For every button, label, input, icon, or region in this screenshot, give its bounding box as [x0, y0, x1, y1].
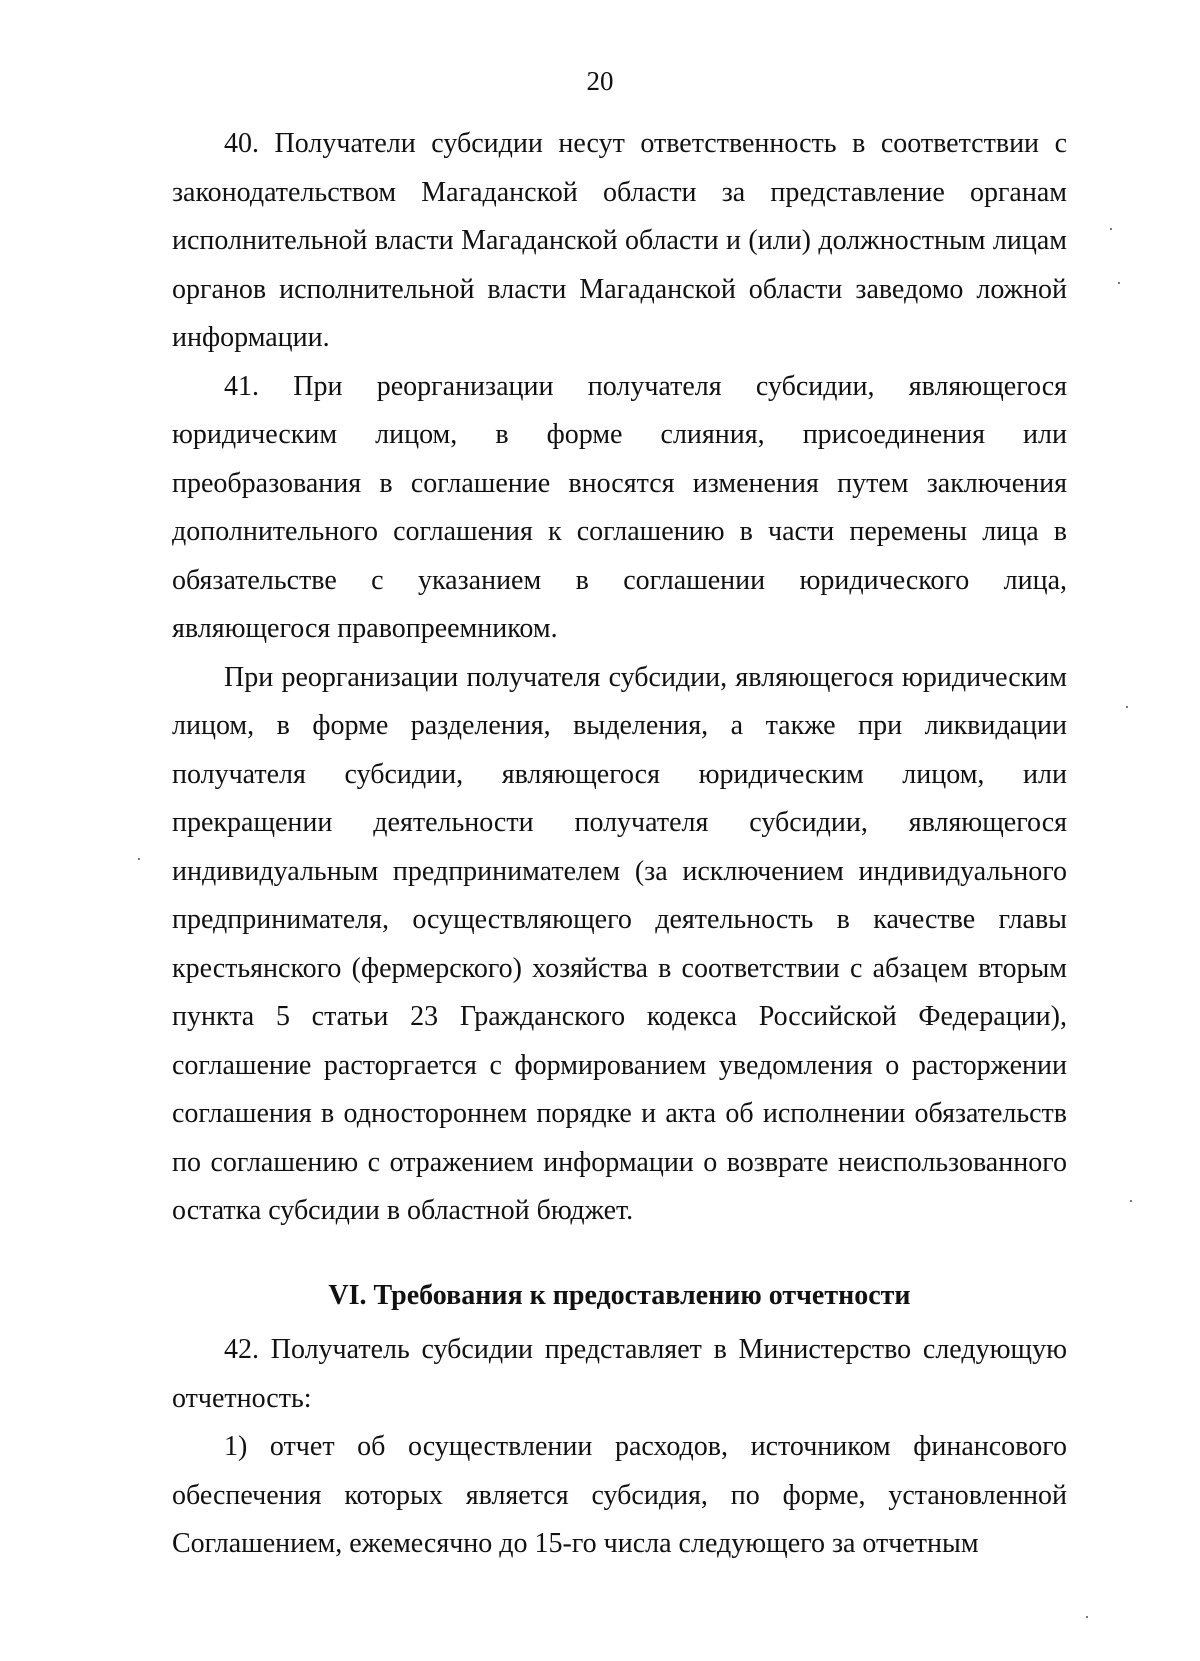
scan-speck	[1130, 1200, 1132, 1202]
scan-speck	[1086, 1616, 1088, 1618]
paragraph-41-continued: При реорганизации получателя субсидии, являющегося юридическим лицом, в форме разделения, выделения, а также при ликвидации получателя субсидии, являющегося юридическим лицом, или прекращении деятельности получателя субсидии, являющегося индивидуальным предпринимателем (за исключением индивидуального предпринимателя, осуществляющего деятельность в качестве главы крестьянского (фермерского) хозяйства в соответствии с абзацем вторым пункта 5 статьи 23 Гражданского кодекса Российской Федерации), соглашение расторгается с формированием уведомления о расторжении соглашения в одностороннем порядке и акта об исполнении обязательств по соглашению с отражением информации о возврате неиспользованного остатка субсидии в областной бюджет.	[172, 661, 1067, 1226]
paragraph-42-item-1: 1) отчет об осуществлении расходов, источником финансового обеспечения которых является субсидия, по форме, установленной Соглашением, ежемесячно до 15-го числа следующего за отчетным	[172, 1431, 1067, 1559]
scan-speck	[1118, 282, 1120, 284]
paragraph-42: 42. Получатель субсидии представляет в Министерство следующую отчетность:	[172, 1334, 1067, 1414]
scan-speck	[1110, 228, 1112, 230]
document-body	[172, 120, 1067, 1569]
paragraph-40: 40. Получатели субсидии несут ответственность в соответствии с законодательством Магаданской области за представление органам исполнительной власти Магаданской области и (или) должностным лицам органов исполнительной власти Магаданской области заведомо ложной информации.	[172, 128, 1067, 353]
page-number: 20	[586, 66, 614, 96]
scan-speck	[138, 858, 140, 860]
scan-speck	[1126, 706, 1128, 708]
section-heading: VI. Требования к предоставлению отчетности	[328, 1279, 911, 1311]
paragraph-41: 41. При реорганизации получателя субсидии, являющегося юридическим лицом, в форме слияния, присоединения или преобразования в соглашение вносятся изменения путем заключения дополнительного соглашения к соглашению в части перемены лица в обязательстве с указанием в соглашении юридического лица, являющегося правопреемником.	[172, 370, 1067, 644]
